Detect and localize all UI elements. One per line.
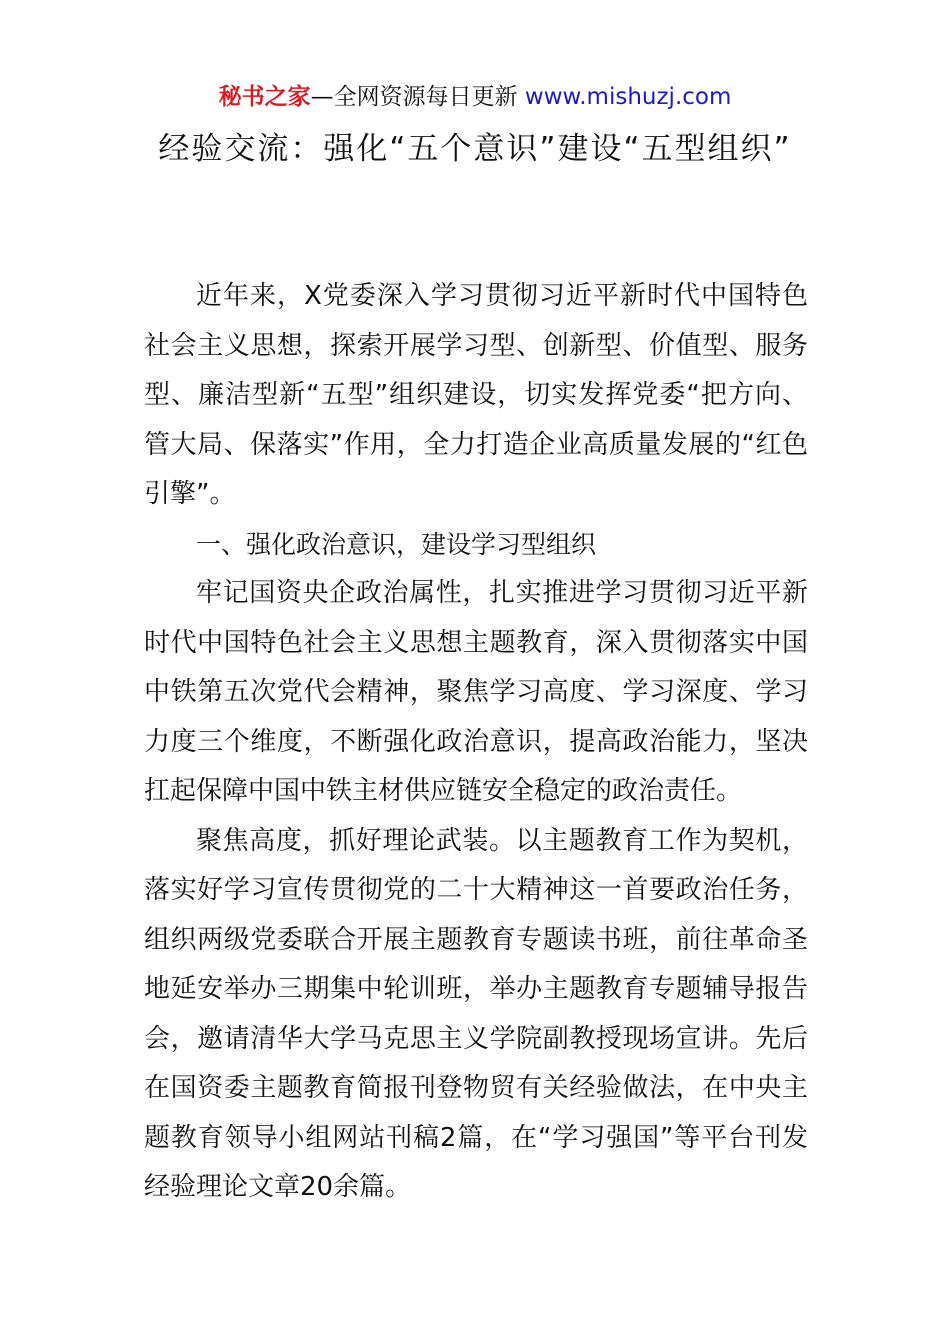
document-body (144, 272, 808, 1213)
document-title: 经验交流：强化“五个意识”建设“五型组织” (158, 131, 792, 167)
site-tagline: —全网资源每日更新 (310, 84, 525, 110)
body-paragraph: 聚焦高度，抓好理论武装。以主题教育工作为契机，落实好学习宣传贯彻党的二十大精神这一首要政治任务，组织两级党委联合开展主题教育专题读书班，前往革命圣地延安举办三期集中轮训班，举办主题教育专题辅导报告会，邀请清华大学马克思主义学院副教授现场宣讲。先后在国资委主题教育简报刊登物贸有关经验做法，在中央主题教育领导小组网站刊稿2篇，在“学习强国”等平台刊发经验理论文章20余篇。 (144, 825, 808, 1202)
intro-paragraph: 近年来，X党委深入学习贯彻习近平新时代中国特色社会主义思想，探索开展学习型、创新型、价值型、服务型、廉洁型新“五型”组织建设，切实发挥党委“把方向、管大局、保落实”作用，全力打造企业高质量发展的“红色引擎”。 (144, 281, 808, 509)
body-paragraph: 牢记国资央企政治属性，扎实推进学习贯彻习近平新时代中国特色社会主义思想主题教育，深入贯彻落实中国中铁第五次党代会精神，聚焦学习高度、学习深度、学习力度三个维度，不断强化政治意识，提高政治能力，坚决扛起保障中国中铁主材供应链安全稳定的政治责任。 (144, 578, 808, 806)
site-brand: 秘书之家 (218, 84, 311, 110)
site-url-link[interactable]: www.mishuzj.com (524, 84, 732, 110)
site-header (0, 80, 950, 114)
section-heading: 一、强化政治意识，建设学习型组织 (196, 529, 597, 559)
